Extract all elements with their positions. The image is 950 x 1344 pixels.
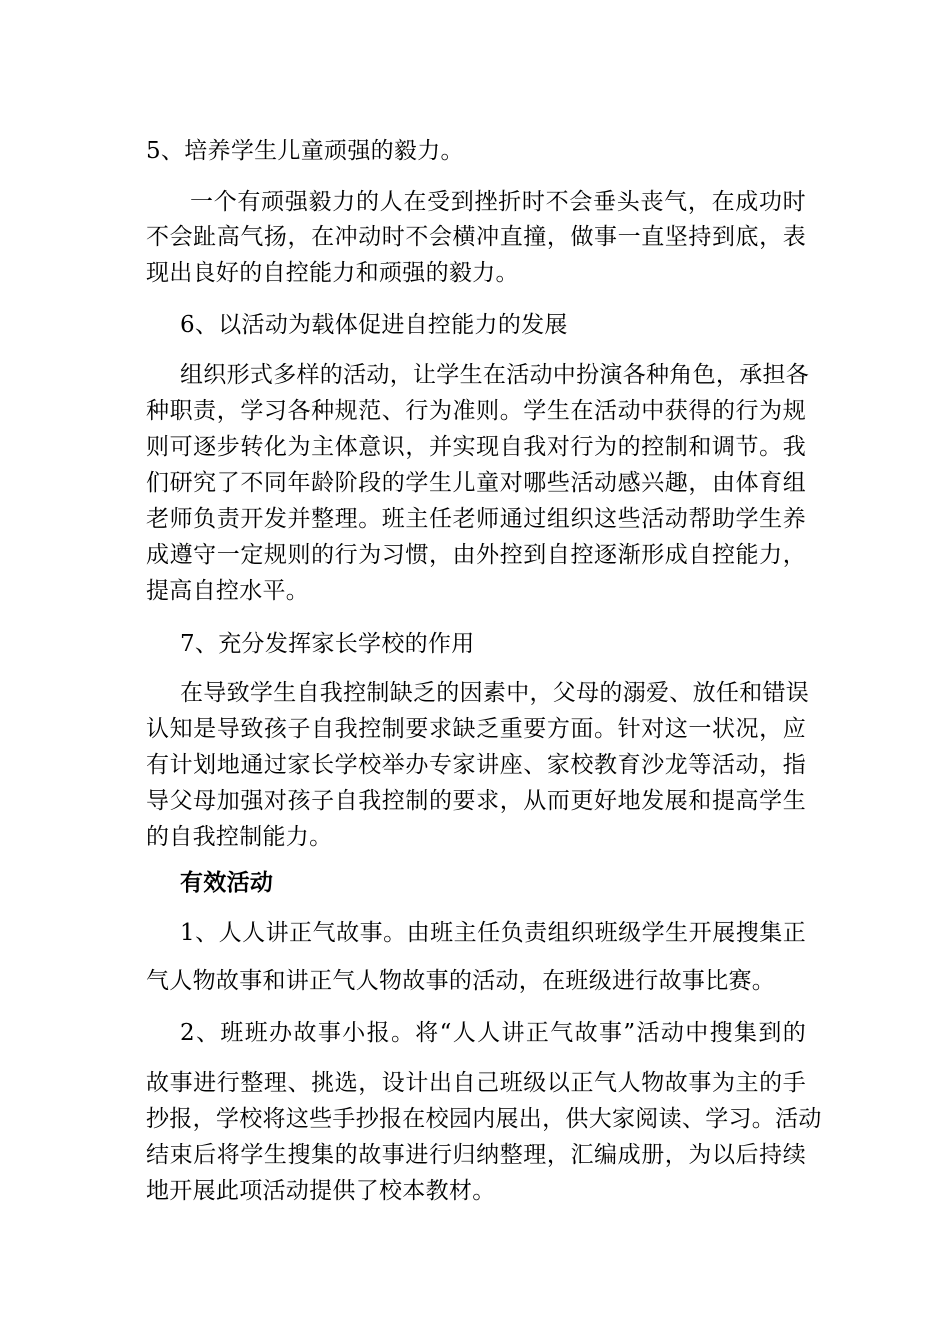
paragraph-line: 不会趾高气扬，在冲动时不会横冲直撞，做事一直坚持到底，表	[146, 224, 806, 250]
paragraph-line: 老师负责开发并整理。班主任老师通过组织这些活动帮助学生养	[146, 506, 806, 532]
paragraph-line: 提高自控水平。	[146, 578, 310, 604]
paragraph-line: 1、人人讲正气故事。由班主任负责组织班级学生开展搜集正	[180, 920, 806, 946]
paragraph-line: 故事进行整理、挑选，设计出自己班级以正气人物故事为主的手	[146, 1070, 806, 1096]
paragraph-line: 地开展此项活动提供了校本教材。	[146, 1178, 496, 1204]
heading-5: 5、培养学生儿童顽强的毅力。	[146, 138, 464, 164]
paragraph-line: 种职责，学习各种规范、行为准则。学生在活动中获得的行为规	[146, 398, 806, 424]
paragraph-line: 则可逐步转化为主体意识，并实现自我对行为的控制和调节。我	[146, 434, 806, 460]
paragraph-line: 2、班班办故事小报。将“人人讲正气故事”活动中搜集到的	[180, 1020, 806, 1046]
paragraph-line: 导父母加强对孩子自我控制的要求，从而更好地发展和提高学生	[146, 788, 806, 814]
paragraph-line: 成遵守一定规则的行为习惯，由外控到自控逐渐形成自控能力，	[146, 542, 806, 568]
paragraph-line: 抄报，学校将这些手抄报在校园内展出，供大家阅读、学习。活动	[146, 1106, 822, 1132]
paragraph-line: 一个有顽强毅力的人在受到挫折时不会垂头丧气，在成功时	[190, 189, 806, 215]
paragraph-line: 有计划地通过家长学校举办专家讲座、家校教育沙龙等活动，指	[146, 752, 806, 778]
paragraph-line: 的自我控制能力。	[146, 824, 333, 850]
paragraph-line: 气人物故事和讲正气人物故事的活动，在班级进行故事比赛。	[146, 968, 776, 994]
heading-6: 6、以活动为载体促进自控能力的发展	[180, 312, 568, 338]
paragraph-line: 们研究了不同年龄阶段的学生儿童对哪些活动感兴趣，由体育组	[146, 470, 806, 496]
heading-7: 7、充分发挥家长学校的作用	[180, 631, 475, 657]
paragraph-line: 结束后将学生搜集的故事进行归纳整理，汇编成册，为以后持续	[146, 1142, 806, 1168]
paragraph-line: 现出良好的自控能力和顽强的毅力。	[146, 260, 519, 286]
paragraph-line: 组织形式多样的活动，让学生在活动中扮演各种角色，承担各	[180, 362, 810, 388]
paragraph-line: 在导致学生自我控制缺乏的因素中，父母的溺爱、放任和错误	[180, 680, 810, 706]
section-heading: 有效活动	[180, 869, 274, 896]
paragraph-line: 认知是导致孩子自我控制要求缺乏重要方面。针对这一状况，应	[146, 716, 806, 742]
